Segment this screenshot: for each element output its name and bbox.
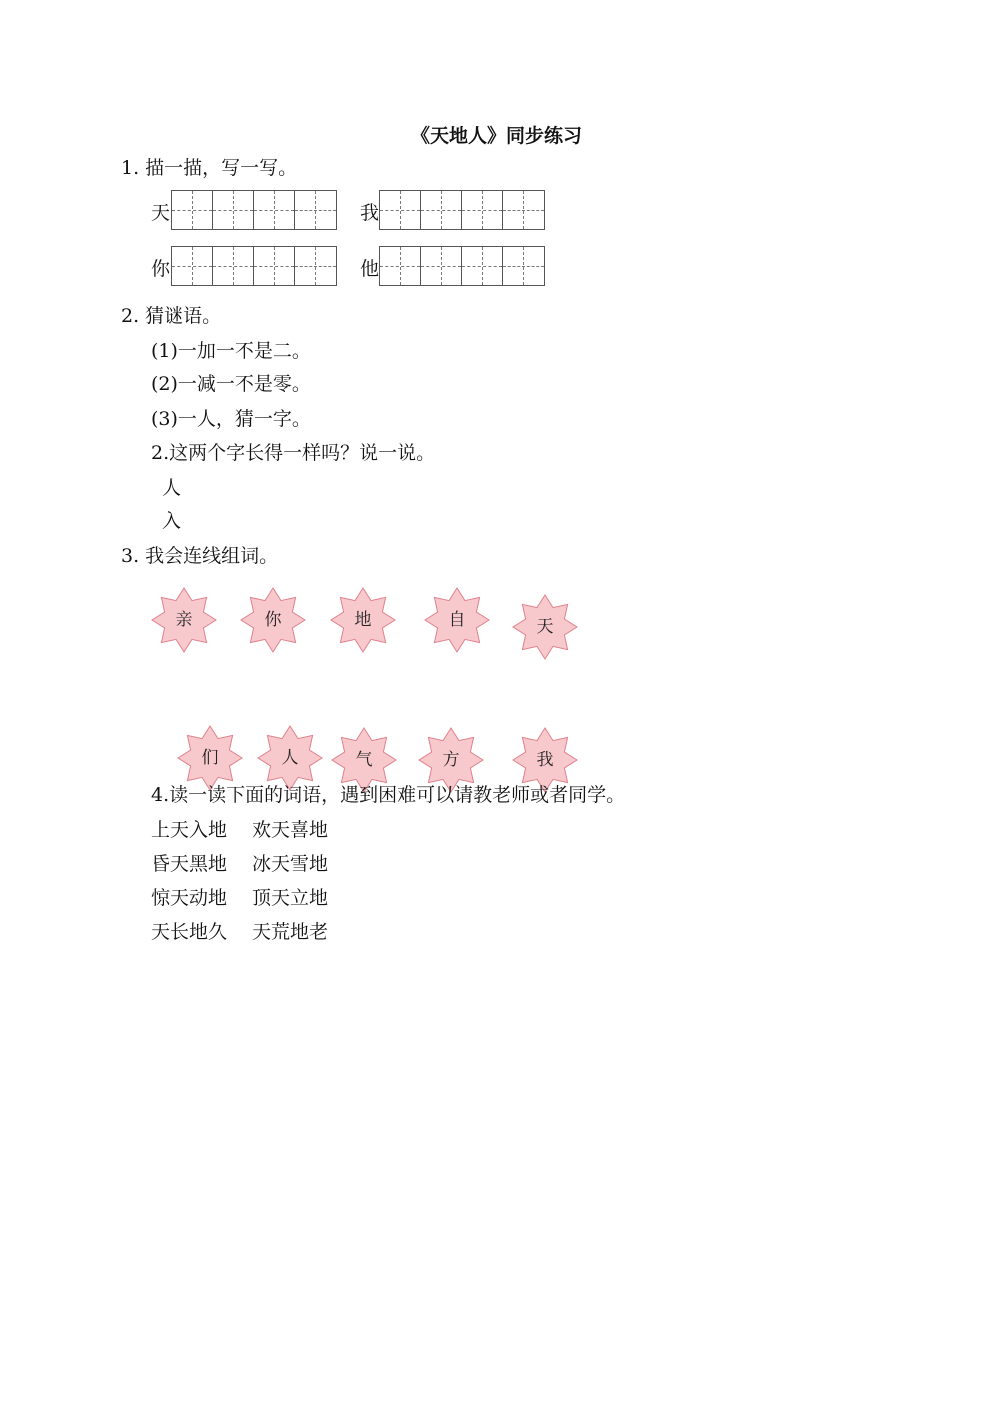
word-star-top[interactable]: [240, 587, 306, 653]
idiom: 昏天黑地: [151, 853, 228, 875]
idiom: 冰天雪地: [252, 853, 329, 875]
grid-cell[interactable]: [295, 247, 336, 285]
idiom: 天荒地老: [252, 921, 329, 943]
trace-char: 他: [360, 258, 380, 280]
word-star-top[interactable]: [424, 587, 490, 653]
grid-cell[interactable]: [462, 247, 503, 285]
star-char: 方: [442, 750, 460, 770]
idiom: 上天入地: [151, 819, 228, 841]
writing-grid[interactable]: [171, 190, 337, 230]
q3-label: 3. 我会连线组词。: [121, 545, 279, 567]
idiom: 惊天动地: [151, 887, 228, 909]
grid-cell[interactable]: [421, 191, 462, 229]
q2-label: 2. 猜谜语。: [121, 305, 222, 327]
riddle-item: (1)一加一不是二。: [151, 340, 311, 362]
star-char: 地: [354, 610, 372, 630]
writing-grid[interactable]: [171, 246, 337, 286]
grid-cell[interactable]: [380, 247, 421, 285]
q1-label: 1. 描一描，写一写。: [121, 157, 298, 179]
grid-cell[interactable]: [462, 191, 503, 229]
compare-char: 入: [162, 510, 182, 532]
q4-label: 4.读一读下面的词语，遇到困难可以请教老师或者同学。: [151, 784, 626, 806]
star-char: 亲: [175, 610, 193, 630]
star-char: 人: [281, 748, 299, 768]
writing-grid[interactable]: [379, 246, 545, 286]
q2-sub-label: 2.这两个字长得一样吗？说一说。: [151, 442, 436, 464]
grid-cell[interactable]: [295, 191, 336, 229]
star-char: 们: [201, 748, 219, 768]
star-char: 你: [264, 610, 282, 630]
grid-cell[interactable]: [254, 247, 295, 285]
word-star-bottom[interactable]: [257, 725, 323, 791]
grid-cell[interactable]: [172, 247, 213, 285]
page-title: 《天地人》同步练习: [410, 125, 582, 147]
grid-cell[interactable]: [503, 191, 544, 229]
star-char: 天: [536, 617, 554, 637]
grid-cell[interactable]: [213, 247, 254, 285]
grid-cell[interactable]: [421, 247, 462, 285]
trace-char: 天: [151, 202, 171, 224]
idiom: 天长地久: [151, 921, 228, 943]
compare-char: 人: [162, 477, 182, 499]
writing-grid[interactable]: [379, 190, 545, 230]
star-char: 自: [448, 610, 466, 630]
grid-cell[interactable]: [213, 191, 254, 229]
word-star-top[interactable]: [330, 587, 396, 653]
grid-cell[interactable]: [172, 191, 213, 229]
grid-cell[interactable]: [503, 247, 544, 285]
grid-cell[interactable]: [380, 191, 421, 229]
trace-char: 你: [151, 258, 171, 280]
riddle-item: (2)一减一不是零。: [151, 373, 311, 395]
trace-char: 我: [360, 202, 380, 224]
word-star-bottom[interactable]: [177, 725, 243, 791]
star-char: 气: [355, 750, 373, 770]
idiom: 顶天立地: [252, 887, 329, 909]
grid-cell[interactable]: [254, 191, 295, 229]
riddle-item: (3)一人，猜一字。: [151, 408, 311, 430]
idiom: 欢天喜地: [252, 819, 329, 841]
star-char: 我: [536, 750, 554, 770]
word-star-top[interactable]: [151, 587, 217, 653]
word-star-top[interactable]: [512, 594, 578, 660]
